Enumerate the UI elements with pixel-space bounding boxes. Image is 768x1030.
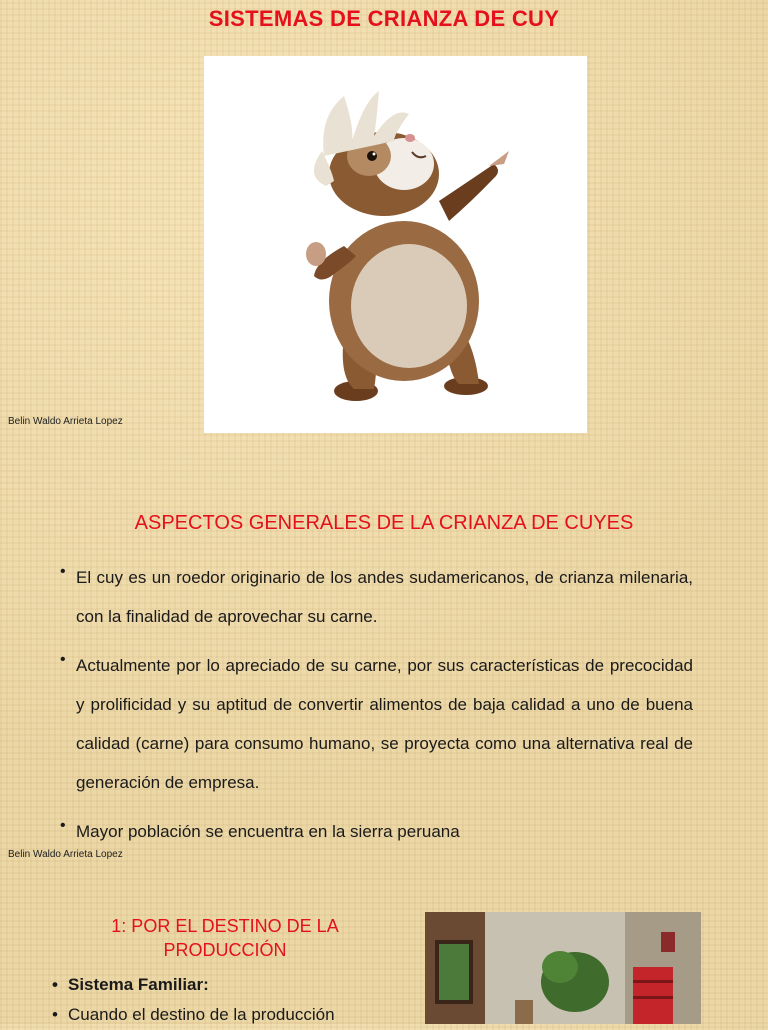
guinea-pig-image [204, 56, 587, 433]
slide-2 [0, 470, 768, 870]
bullet-item: • Sistema Familiar: [52, 970, 412, 1000]
bullet-item: • Cuando el destino de la producción [52, 1000, 412, 1030]
slide-3 [0, 870, 768, 1024]
bullet-item: • El cuy es un roedor originario de los andes sudamericanos, de crianza milenaria, con la finalidad de aprovechar su carne. [60, 558, 693, 636]
bullet-list [60, 558, 693, 861]
slide-1 [0, 0, 768, 470]
bullet-item: • Mayor población se encuentra en la sierra peruana [60, 812, 693, 851]
slide-1-title: SISTEMAS DE CRIANZA DE CUY [208, 6, 560, 31]
bullet-item: • Actualmente por lo apreciado de su carne, por sus características de precocidad y prolificidad y su aptitud de convertir alimentos de baja calidad a uno de buena calidad (carne) para consumo humano, se proyecta como una alternativa real de generación de empresa. [60, 646, 693, 802]
bullet-list [52, 970, 412, 1030]
guinea-pig-illustration [204, 56, 587, 433]
author-credit: Belin Waldo Arrieta Lopez [8, 849, 123, 860]
slide-2-title: ASPECTOS GENERALES DE LA CRIANZA DE CUYES [134, 512, 634, 534]
house-photo [425, 912, 701, 1024]
slide-3-title: 1: POR EL DESTINO DE LA PRODUCCIÓN [111, 916, 339, 960]
author-credit: Belin Waldo Arrieta Lopez [8, 416, 123, 427]
house-interior-illustration [425, 912, 701, 1024]
